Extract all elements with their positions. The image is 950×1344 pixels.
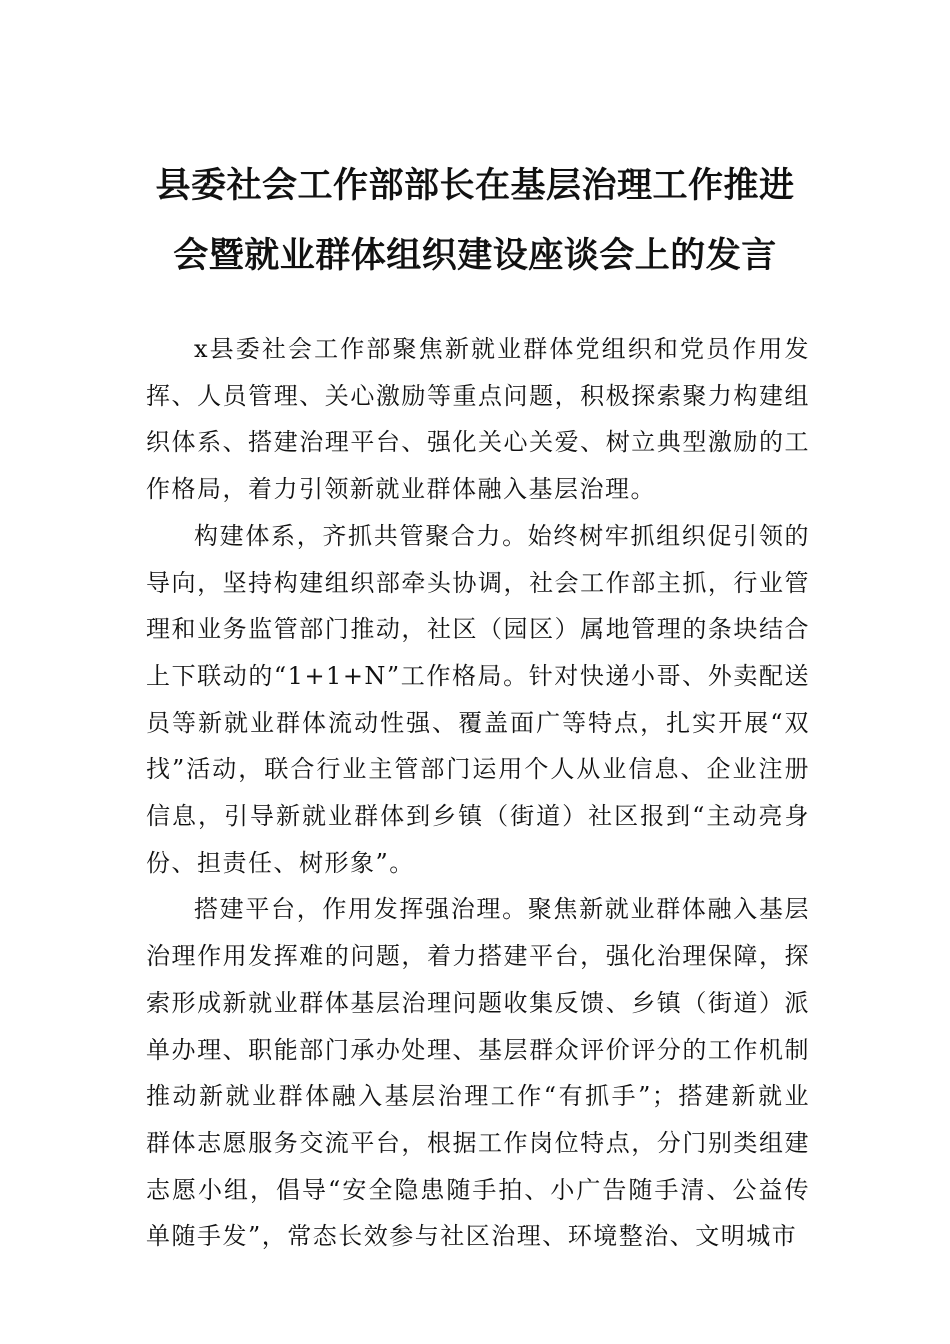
document-title-line-2: 会暨就业群体组织建设座谈会上的发言: [173, 236, 777, 276]
paragraph-build-system: 构建体系，齐抓共管聚合力。始终树牢抓组织促引领的导向，坚持构建组织部牵头协调，社会工作部主抓，行业管理和业务监管部门推动，社区（园区）属地管理的条块结合上下联动的“1+1+N”工作格局。针对快递小哥、外卖配送员等新就业群体流动性强、覆盖面广等特点，扎实开展“双找”活动，联合行业主管部门运用个人从业信息、企业注册信息，引导新就业群体到乡镇（街道）社区报到“主动亮身份、担责任、树形象”。: [146, 521, 810, 877]
paragraph-build-platform: 搭建平台，作用发挥强治理。聚焦新就业群体融入基层治理作用发挥难的问题，着力搭建平台，强化治理保障，探索形成新就业群体基层治理问题收集反馈、乡镇（街道）派单办理、职能部门承办处理、基层群众评价评分的工作机制推动新就业群体融入基层治理工作“有抓手”；搭建新就业群体志愿服务交流平台，根据工作岗位特点，分门别类组建志愿小组，倡导“安全隐患随手拍、小广告随手清、公益传单随手发”，常态长效参与社区治理、环境整治、文明城市: [146, 895, 810, 1251]
document-title-line-1: 县委社会工作部部长在基层治理工作推进: [155, 166, 795, 206]
paragraph-intro: x县委社会工作部聚焦新就业群体党组织和党员作用发挥、人员管理、关心激励等重点问题，积极探索聚力构建组织体系、搭建治理平台、强化关心关爱、树立典型激励的工作格局，着力引领新就业群体融入基层治理。: [146, 335, 810, 504]
document-body: [146, 326, 810, 1260]
